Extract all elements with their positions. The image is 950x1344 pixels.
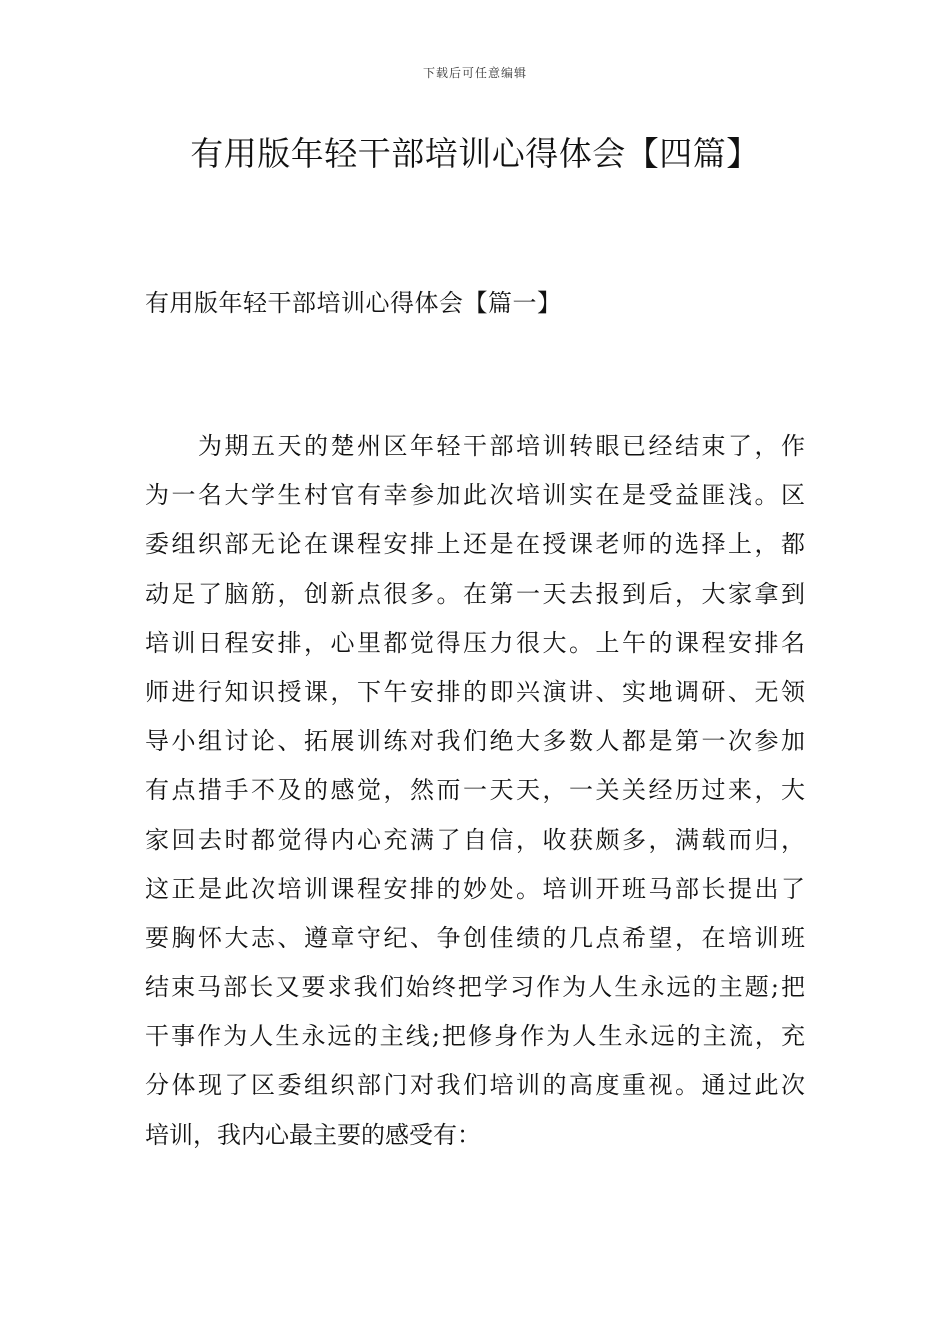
paragraph-line: 有点措手不及的感觉，然而一天天，一关关经历过来，大 <box>145 776 805 805</box>
document-title: 有用版年轻干部培训心得体会【四篇】 <box>190 134 760 173</box>
paragraph-line: 干事作为人生永远的主线;把修身作为人生永远的主流，充 <box>145 1022 805 1051</box>
paragraph-line: 动足了脑筋，创新点很多。在第一天去报到后，大家拿到 <box>145 579 805 608</box>
paragraph-line: 分体现了区委组织部门对我们培训的高度重视。通过此次 <box>145 1071 805 1100</box>
paragraph-line: 要胸怀大志、遵章守纪、争创佳绩的几点希望，在培训班 <box>145 923 805 952</box>
paragraph-line: 这正是此次培训课程安排的妙处。培训开班马部长提出了 <box>145 874 805 903</box>
paragraph-line: 师进行知识授课，下午安排的即兴演讲、实地调研、无领 <box>145 677 805 706</box>
paragraph-line: 培训，我内心最主要的感受有： <box>145 1120 481 1149</box>
header-note: 下载后可任意编辑 <box>422 66 527 80</box>
body-paragraph <box>145 422 805 1160</box>
paragraph-line: 委组织部无论在课程安排上还是在授课老师的选择上，都 <box>145 530 805 559</box>
paragraph-line: 导小组讨论、拓展训练对我们绝大多数人都是第一次参加 <box>145 727 805 756</box>
paragraph-line: 结束马部长又要求我们始终把学习作为人生永远的主题;把 <box>145 973 805 1002</box>
section-heading: 有用版年轻干部培训心得体会【篇一】 <box>145 289 562 317</box>
paragraph-line: 家回去时都觉得内心充满了自信，收获颇多，满载而归， <box>145 825 805 854</box>
paragraph-line: 为一名大学生村官有幸参加此次培训实在是受益匪浅。区 <box>145 481 805 510</box>
paragraph-line: 培训日程安排，心里都觉得压力很大。上午的课程安排名 <box>145 628 805 657</box>
paragraph-line: 为期五天的楚州区年轻干部培训转眼已经结束了，作 <box>145 432 805 460</box>
